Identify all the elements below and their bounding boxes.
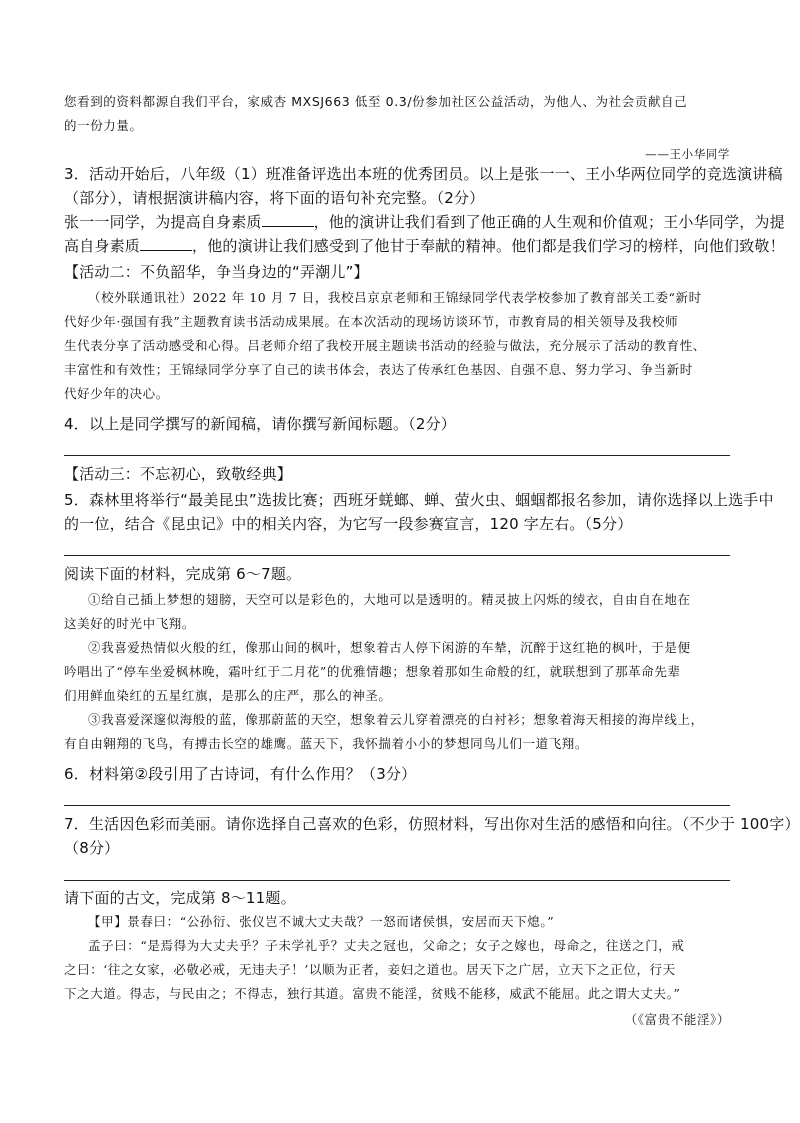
- question-3: [64, 162, 785, 258]
- material-line: ③我喜爱深邃似海般的蓝，像那蔚蓝的天空，想象着云儿穿着漂亮的白衬衫；想象着海天相接的海岸线上，: [88, 712, 704, 727]
- classical-line: 孟子曰：“是焉得为大丈夫乎？子未学礼乎？丈夫之冠也，父命之；女子之嫁也，母命之，往送之门，戒: [88, 938, 685, 953]
- news-line: 代好少年·强国有我”主题教育读书活动成果展。在本次活动的现场访谈环节，市教育局的相关领导及我校师: [64, 314, 679, 329]
- q3-line-2: （部分），请根据演讲稿内容，将下面的语句补充完整。（2分）: [64, 189, 485, 207]
- q3-line-3: 张一一同学，为提高自身素质 ，他的演讲让我们看到了他正确的人生观和价值观；王小华同学，为提: [64, 213, 785, 231]
- question-5: [64, 488, 774, 536]
- material-line: 这美好的时光中飞翔。: [64, 616, 196, 631]
- answer-line-q7[interactable]: [64, 880, 730, 881]
- classical-source: （《富贵不能淫》）: [624, 1012, 730, 1027]
- answer-line-q6[interactable]: [64, 805, 730, 806]
- intro-line-2: 的一份力量。: [64, 118, 143, 133]
- material-line: 有自由翱翔的飞鸟，有搏击长空的雄鹰。蓝天下，我怀揣着小小的梦想同鸟儿们一道飞翔。: [64, 736, 589, 751]
- material-line: ①给自己插上梦想的翅膀，天空可以是彩色的，大地可以是透明的。精灵披上闪烁的绫衣，自由自在地在: [88, 592, 691, 607]
- intro-signature: ——王小华同学: [645, 147, 730, 161]
- q5-line-2: 的一位，结合《昆虫记》中的相关内容，为它写一段参赛宣言，120 字左右。（5分）: [64, 515, 633, 533]
- intro-line-1: 您看到的资料都源自我们平台，家威杏 MXSJ663 低至 0.3/份参加社区公益活动，为他人、为社会贡献自己: [64, 94, 688, 109]
- reading-2-intro: 请下面的古文，完成第 8～11题。: [64, 889, 296, 907]
- answer-line-q4[interactable]: [64, 455, 730, 456]
- question-4: 4．以上是同学撰写的新闻稿，请你撰写新闻标题。（2分）: [64, 415, 456, 433]
- q7-line-1: 7．生活因色彩而美丽。请你选择自己喜欢的色彩，仿照材料，写出你对生活的感悟和向往。（不少于 100字）: [64, 815, 800, 833]
- q5-line-1: 5．森林里将举行“最美昆虫”选拔比赛；西班牙蜣螂、蝉、萤火虫、蝈蝈都报名参加，请你选择以上选手中: [64, 491, 774, 509]
- material-line: ②我喜爱热情似火般的红，像那山间的枫叶，想象着古人停下闲游的车辇，沉醉于这红艳的枫叶，于是便: [88, 640, 691, 655]
- q3-line-1: 3．活动开始后，八年级（1）班准备评选出本班的优秀团员。以上是张一一、王小华两位同学的竞选演讲稿: [64, 165, 783, 183]
- reading-1-intro: 阅读下面的材料，完成第 6～7题。: [64, 565, 302, 583]
- news-line: 生代表分享了活动感受和心得。吕老师介绍了我校开展主题读书活动的经验与做法，充分展示了活动的教育性、: [64, 338, 706, 353]
- classical-line: 【甲】景春曰：“公孙衍、张仪岂不诚大丈夫哉？一怒而诸侯惧，安居而天下熄。”: [88, 914, 555, 929]
- news-line: 丰富性和有效性；王锦绿同学分享了自己的读书体会，表达了传承红色基因、自强不息、努力学习、争当新时: [64, 362, 693, 377]
- news-line: 代好少年的决心。: [64, 386, 169, 401]
- answer-line-q5[interactable]: [64, 555, 730, 556]
- answer-blank-2[interactable]: [140, 236, 192, 251]
- intro-text: [64, 90, 730, 138]
- question-6: 6．材料第②段引用了古诗词，有什么作用？（3分）: [64, 765, 417, 783]
- news-line: （校外联通讯社）2022 年 10 月 7 日，我校吕京京老师和王锦绿同学代表学校参加了教育部关工委“新时: [88, 290, 702, 305]
- q3-line-4: 高自身素质 ，他的演讲让我们感受到了他甘于奉献的精神。他们都是我们学习的榜样，向他们致敬！: [64, 237, 785, 255]
- answer-blank-1[interactable]: [262, 212, 314, 227]
- classical-text: [64, 910, 730, 1006]
- question-7: [64, 812, 800, 860]
- q7-line-2: （8分）: [64, 839, 120, 857]
- reading-1-material: [64, 588, 730, 756]
- activity-3-heading: 【活动三：不忘初心，致敬经典】: [64, 465, 293, 483]
- material-line: 吟唱出了“停车坐爱枫林晚，霜叶红于二月花”的优雅情趣；想象着那如生命般的红，就联想到了那革命先辈: [64, 664, 681, 679]
- classical-line: 之曰：‘往之女家，必敬必戒，无违夫子！’以顺为正者，妾妇之道也。居天下之广居，立天下之正位，行天: [64, 962, 676, 977]
- activity-2-heading: 【活动二：不负韶华，争当身边的“弄潮儿”】: [64, 263, 369, 281]
- news-article: [64, 286, 730, 406]
- material-line: 们用鲜血染红的五星红旗，是那么的庄严，那么的神圣。: [64, 688, 392, 703]
- classical-line: 下之大道。得志，与民由之；不得志，独行其道。富贵不能淫，贫贱不能移，威武不能屈。此之谓大丈夫。”: [64, 986, 681, 1001]
